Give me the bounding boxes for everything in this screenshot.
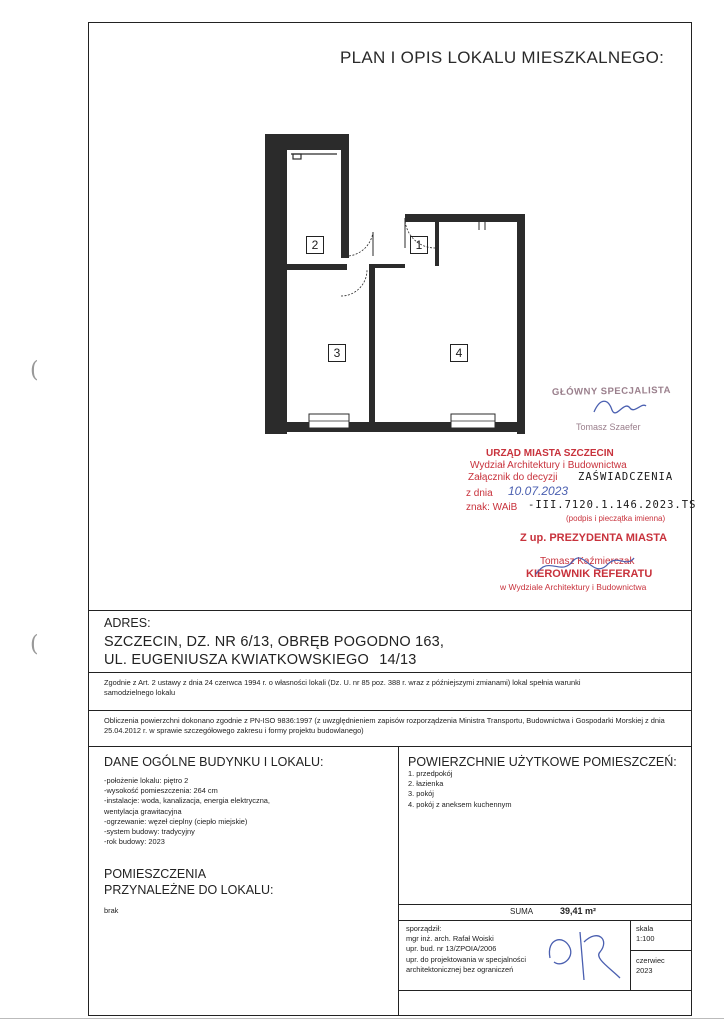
stamp-date-label: z dnia xyxy=(466,488,493,499)
margin-punch-mark: ( xyxy=(30,632,39,657)
general-list xyxy=(104,776,384,847)
sum-value: 39,41 m² xyxy=(560,906,597,916)
room-number-4: 4 xyxy=(450,344,468,362)
general-heading: DANE OGÓLNE BUDYNKU I LOKALU: xyxy=(104,755,324,769)
annex-heading-line-1: POMIESZCZENIA xyxy=(104,867,207,881)
stamp-name-1: Tomasz Szaefer xyxy=(576,422,641,432)
wall-right xyxy=(517,214,525,434)
stamp-attach-type: ZAŚWIADCZENIA xyxy=(578,471,674,483)
address-line-2 xyxy=(104,652,417,668)
stamp-role-2: KIEROWNIK REFERATU xyxy=(526,568,653,580)
address-number: 14/13 xyxy=(379,652,417,668)
signature-2 xyxy=(530,544,640,588)
author-line: mgr inż. arch. Rafał Woiski xyxy=(406,934,494,944)
legal-note-1: Zgodnie z Art. 2 ustawy z dnia 24 czerwca 1994 r. o własności lokali (Dz. U. nr 85 poz. 388 r. wraz z późniejszymi zmianami) lokal spełnia warunki samodzielnego lokalu xyxy=(104,678,581,698)
wall-top-left xyxy=(265,134,349,150)
stamp-title: GŁÓWNY SPECJALISTA xyxy=(551,384,672,399)
general-item: wentylacja grawitacyjna xyxy=(104,806,182,816)
wall-bath-right xyxy=(341,134,349,258)
divider-footer xyxy=(398,990,692,991)
area-item: 2. łazienka xyxy=(408,779,444,789)
wall-internal-vertical xyxy=(369,264,375,424)
room-number-1: 1 xyxy=(410,236,428,254)
annex-heading-line-2: PRZYNALEŻNE DO LOKALU: xyxy=(104,883,274,897)
wall-hall-bottom xyxy=(375,264,405,268)
stamp-sign-label: znak: WAiB xyxy=(466,502,518,513)
stamp-dept: Wydział Architektury i Budownictwa xyxy=(470,460,627,471)
margin-punch-mark: ( xyxy=(30,358,39,383)
divider-data-top xyxy=(88,746,692,747)
general-item: -rok budowy: 2023 xyxy=(104,837,165,847)
divider-address-top xyxy=(88,610,692,611)
room-number-2: 2 xyxy=(306,236,324,254)
room-number-3: 3 xyxy=(328,344,346,362)
address-line-1: SZCZECIN, DZ. NR 6/13, OBRĘB POGODNO 163, xyxy=(104,634,445,650)
area-item: 3. pokój xyxy=(408,789,434,799)
stamp-sign-note: (podpis i pieczątka imienna) xyxy=(566,514,666,523)
wall-internal-horizontal xyxy=(287,264,347,270)
general-item: -instalacje: woda, kanalizacja, energia elektryczna, xyxy=(104,796,270,806)
signature-author xyxy=(540,918,630,988)
stamp-attach: Załącznik do decyzji xyxy=(468,472,558,483)
general-item: -położenie lokalu: piętro 2 xyxy=(104,776,189,785)
page-title: PLAN I OPIS LOKALU MIESZKALNEGO: xyxy=(340,48,665,67)
wall-top-right xyxy=(405,214,525,222)
wall-hall xyxy=(435,220,439,266)
legal-note-2: Obliczenia powierzchni dokonano zgodnie z PN-ISO 9836:1997 (z uwzględnieniem zapisów rozporządzenia Ministra Transportu, Budownictwa i Gospodarki Morskiej z dnia 25.04.2012 r. w sprawie szczegółowego zakresu i formy projektu budowlanego) xyxy=(104,716,665,736)
divider-scale-date xyxy=(630,950,692,951)
area-item: 4. pokój z aneksem kuchennym xyxy=(408,799,512,809)
author-line: architektonicznej bez ograniczeń xyxy=(406,964,514,974)
divider-scale xyxy=(630,920,631,990)
author-line: upr. do projektowania w specjalności xyxy=(406,954,526,964)
areas-heading: POWIERZCHNIE UŻYTKOWE POMIESZCZEŃ: xyxy=(408,755,677,769)
address-label: ADRES: xyxy=(104,616,151,630)
address-street: UL. EUGENIUSZA KWIATKOWSKIEGO xyxy=(104,652,369,668)
annex-value: brak xyxy=(104,906,119,915)
scan-edge xyxy=(0,1018,724,1019)
door-bath xyxy=(349,232,373,256)
signature-1 xyxy=(590,394,650,424)
annex-heading xyxy=(104,866,274,898)
divider-columns xyxy=(398,746,399,1016)
door-room-3 xyxy=(341,270,367,296)
general-item: -system budowy: tradycyjny xyxy=(104,827,195,837)
divider-legal xyxy=(88,710,692,711)
area-item: 1. przedpokój xyxy=(408,769,453,778)
author-line: upr. bud. nr 13/ZPOIA/2006 xyxy=(406,944,497,954)
areas-list xyxy=(408,769,678,810)
sum-label: SUMA xyxy=(510,907,534,916)
divider-address-bottom xyxy=(88,672,692,673)
date-year: 2023 xyxy=(636,966,653,975)
stamp-authority: Z up. PREZYDENTA MIASTA xyxy=(520,532,668,544)
stamp-sign-value: -III.7120.1.146.2023.TS xyxy=(528,499,697,511)
stamp-dept-2: w Wydziale Architektury i Budownictwa xyxy=(500,582,647,592)
author-label: sporządził: xyxy=(406,924,442,933)
scale-value: 1:100 xyxy=(636,934,655,943)
scale-label: skala xyxy=(636,924,654,933)
general-item: -ogrzewanie: węzeł cieplny (ciepło miejskie) xyxy=(104,816,248,826)
stamp-name-2: Tomasz Kaźmierczak xyxy=(540,556,635,567)
stamp-office: URZĄD MIASTA SZCZECIN xyxy=(486,448,614,459)
stamp-date-value: 10.07.2023 xyxy=(508,484,569,498)
floor-plan xyxy=(255,128,535,438)
general-item: -wysokość pomieszczenia: 264 cm xyxy=(104,786,218,796)
divider-sum-top xyxy=(398,904,692,905)
wall-left xyxy=(265,134,287,434)
date-month: czerwiec xyxy=(636,956,665,965)
